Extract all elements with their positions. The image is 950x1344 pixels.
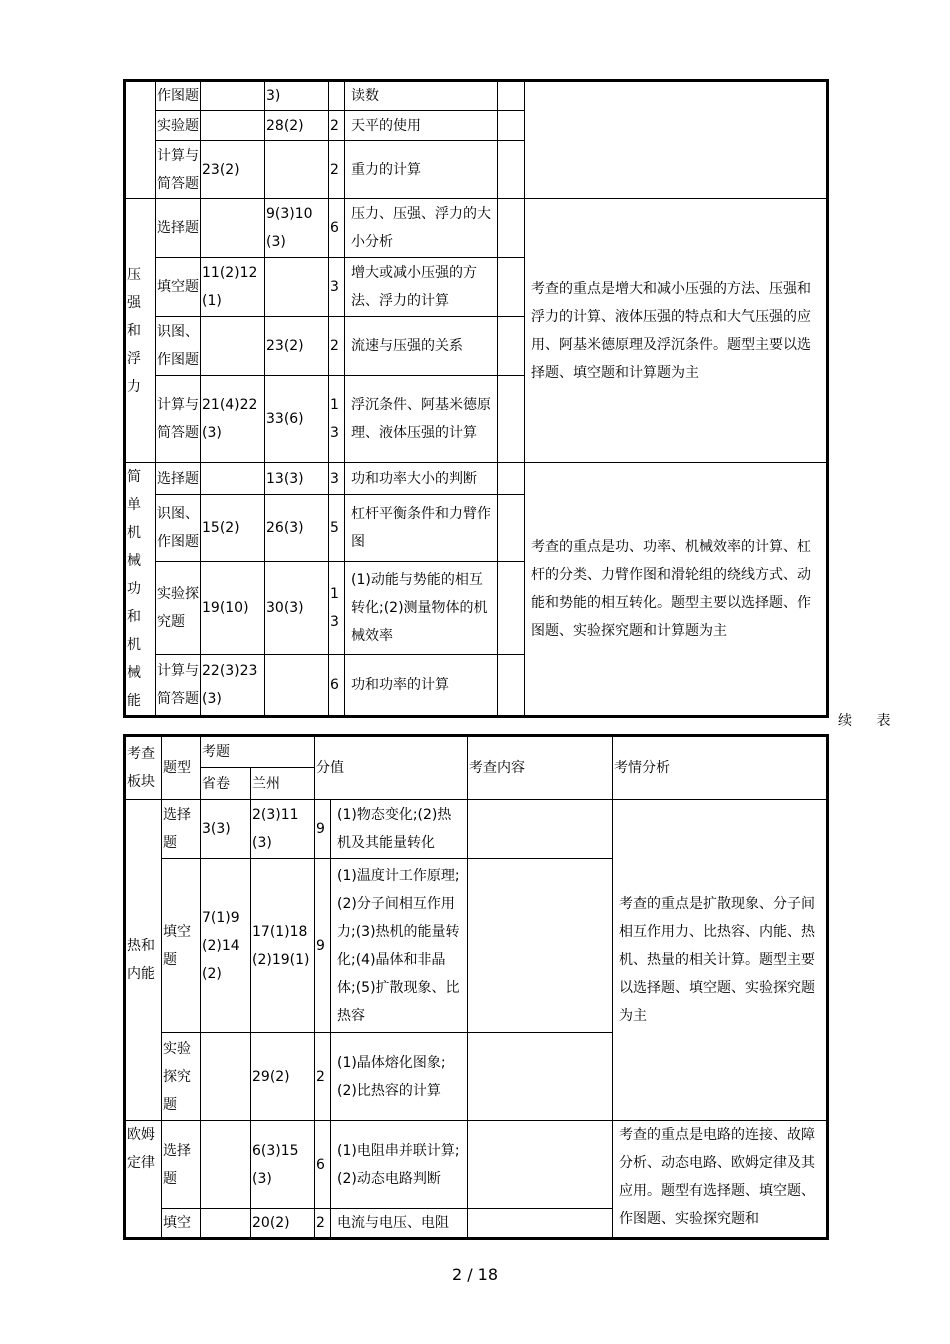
extra-cell [468, 1121, 613, 1209]
block-cell: 热和内能 [125, 800, 162, 1121]
lz-cell: 29(2) [251, 1033, 315, 1121]
type-cell: 选择题 [162, 1121, 201, 1209]
block-cell [125, 81, 156, 199]
prov-cell: 19(10) [201, 561, 265, 654]
content-cell: (1)晶体熔化图象;(2)比热容的计算 [331, 1033, 468, 1121]
extra-cell [468, 1209, 613, 1239]
table-row [125, 81, 828, 111]
lz-cell: 30(3) [265, 561, 329, 654]
header-type: 题型 [162, 736, 201, 800]
content-cell: 压力、压强、浮力的大小分析 [345, 199, 498, 258]
score-cell: 5 [329, 495, 345, 561]
content-cell: 功和功率大小的判断 [345, 463, 498, 495]
type-cell: 作图题 [156, 81, 201, 111]
score-cell [329, 81, 345, 111]
score-cell: 9 [315, 800, 331, 859]
content-cell: 功和功率的计算 [345, 654, 498, 716]
extra-cell [498, 141, 525, 199]
lz-cell: 13(3) [265, 463, 329, 495]
lz-cell: 26(3) [265, 495, 329, 561]
content-cell: (1)温度计工作原理;(2)分子间相互作用力;(3)热机的能量转化;(4)晶体和非晶体;(5)扩散现象、比热容 [331, 859, 468, 1033]
type-cell: 填空题 [156, 258, 201, 317]
prov-cell: 21(4)22(3) [201, 376, 265, 463]
score-cell: 3 [329, 463, 345, 495]
content-cell: 杠杆平衡条件和力臂作图 [345, 495, 498, 561]
prov-cell [201, 1033, 251, 1121]
prov-cell [201, 81, 265, 111]
type-cell: 实验探究题 [156, 561, 201, 654]
type-cell: 识图、作图题 [156, 495, 201, 561]
content-cell: 浮沉条件、阿基米德原理、液体压强的计算 [345, 376, 498, 463]
type-cell: 计算与简答题 [156, 141, 201, 199]
prov-cell: 7(1)9(2)14(2) [201, 859, 251, 1033]
header-score: 分值 [315, 736, 468, 800]
analysis-cell: 考查的重点是扩散现象、分子间相互作用力、比热容、内能、热机、热量的相关计算。题型主要以选择题、填空题、实验探究题为主 [613, 800, 828, 1121]
lz-cell [265, 141, 329, 199]
score-cell: 3 [329, 258, 345, 317]
extra-cell [498, 258, 525, 317]
lz-cell: 3) [265, 81, 329, 111]
type-cell: 实验探究题 [162, 1033, 201, 1121]
prov-cell: 22(3)23(3) [201, 654, 265, 716]
score-cell: 2 [329, 141, 345, 199]
content-cell: 增大或减小压强的方法、浮力的计算 [345, 258, 498, 317]
content-cell: (1)电阻串并联计算;(2)动态电路判断 [331, 1121, 468, 1209]
prov-cell [201, 317, 265, 376]
table-row [125, 463, 828, 495]
extra-cell [498, 199, 525, 258]
prov-cell: 3(3) [201, 800, 251, 859]
block-cell: 简单机械功和机械能 [125, 463, 156, 717]
analysis-cell [525, 81, 828, 199]
content-cell: 重力的计算 [345, 141, 498, 199]
lz-cell: 28(2) [265, 111, 329, 141]
content-cell: 读数 [345, 81, 498, 111]
type-cell: 计算与简答题 [156, 654, 201, 716]
table-row [125, 199, 828, 258]
table-row [125, 1121, 828, 1209]
header-content: 考查内容 [468, 736, 613, 800]
lz-cell: 20(2) [251, 1209, 315, 1239]
type-cell: 选择题 [156, 199, 201, 258]
extra-cell [498, 111, 525, 141]
exam-analysis-table-2 [123, 734, 829, 1240]
lz-cell [265, 258, 329, 317]
score-cell: 2 [329, 111, 345, 141]
lz-cell: 23(2) [265, 317, 329, 376]
lz-cell: 17(1)18(2)19(1) [251, 859, 315, 1033]
continued-label: 续 表 [838, 713, 901, 729]
lz-cell [265, 654, 329, 716]
prov-cell [201, 463, 265, 495]
type-cell: 识图、作图题 [156, 317, 201, 376]
type-cell: 实验题 [156, 111, 201, 141]
type-cell: 选择题 [162, 800, 201, 859]
score-cell: 2 [329, 317, 345, 376]
table-row [125, 800, 828, 859]
prov-cell: 23(2) [201, 141, 265, 199]
prov-cell [201, 111, 265, 141]
score-cell: 2 [315, 1033, 331, 1121]
block-cell: 压强和浮力 [125, 199, 156, 463]
content-cell: 流速与压强的关系 [345, 317, 498, 376]
content-cell: 天平的使用 [345, 111, 498, 141]
extra-cell [468, 1033, 613, 1121]
header-prov: 省卷 [201, 768, 251, 800]
prov-cell [201, 1121, 251, 1209]
score-cell: 2 [315, 1209, 331, 1239]
analysis-cell: 考查的重点是电路的连接、故障分析、动态电路、欧姆定律及其应用。题型有选择题、填空题、作图题、实验探究题和 [613, 1121, 828, 1239]
type-cell: 填空 [162, 1209, 201, 1239]
extra-cell [498, 317, 525, 376]
extra-cell [468, 859, 613, 1033]
lz-cell: 2(3)11(3) [251, 800, 315, 859]
prov-cell [201, 1209, 251, 1239]
prov-cell [201, 199, 265, 258]
extra-cell [468, 800, 613, 859]
score-cell: 6 [329, 654, 345, 716]
header-analysis: 考情分析 [613, 736, 828, 800]
score-cell: 6 [329, 199, 345, 258]
analysis-cell: 考查的重点是功、功率、机械效率的计算、杠杆的分类、力臂作图和滑轮组的绕线方式、动能和势能的相互转化。题型主要以选择题、作图题、实验探究题和计算题为主 [525, 463, 828, 717]
prov-cell: 11(2)12(1) [201, 258, 265, 317]
content-cell: (1)动能与势能的相互转化;(2)测量物体的机械效率 [345, 561, 498, 654]
extra-cell [498, 561, 525, 654]
extra-cell [498, 654, 525, 716]
lz-cell: 9(3)10(3) [265, 199, 329, 258]
header-questions: 考题 [201, 736, 315, 768]
header-block: 考查板块 [125, 736, 162, 800]
lz-cell: 6(3)15(3) [251, 1121, 315, 1209]
score-cell: 13 [329, 376, 345, 463]
lz-cell: 33(6) [265, 376, 329, 463]
content-cell: 电流与电压、电阻 [331, 1209, 468, 1239]
prov-cell: 15(2) [201, 495, 265, 561]
score-cell: 9 [315, 859, 331, 1033]
type-cell: 填空题 [162, 859, 201, 1033]
score-cell: 6 [315, 1121, 331, 1209]
score-cell: 13 [329, 561, 345, 654]
extra-cell [498, 463, 525, 495]
extra-cell [498, 495, 525, 561]
block-cell: 欧姆定律 [125, 1121, 162, 1239]
header-row [125, 736, 828, 768]
extra-cell [498, 81, 525, 111]
analysis-cell: 考查的重点是增大和减小压强的方法、压强和浮力的计算、液体压强的特点和大气压强的应用、阿基米德原理及浮沉条件。题型主要以选择题、填空题和计算题为主 [525, 199, 828, 463]
content-cell: (1)物态变化;(2)热机及其能量转化 [331, 800, 468, 859]
extra-cell [498, 376, 525, 463]
exam-analysis-table-1 [123, 79, 829, 718]
header-lz: 兰州 [251, 768, 315, 800]
page-number: 2 / 18 [451, 1265, 499, 1284]
type-cell: 计算与简答题 [156, 376, 201, 463]
type-cell: 选择题 [156, 463, 201, 495]
